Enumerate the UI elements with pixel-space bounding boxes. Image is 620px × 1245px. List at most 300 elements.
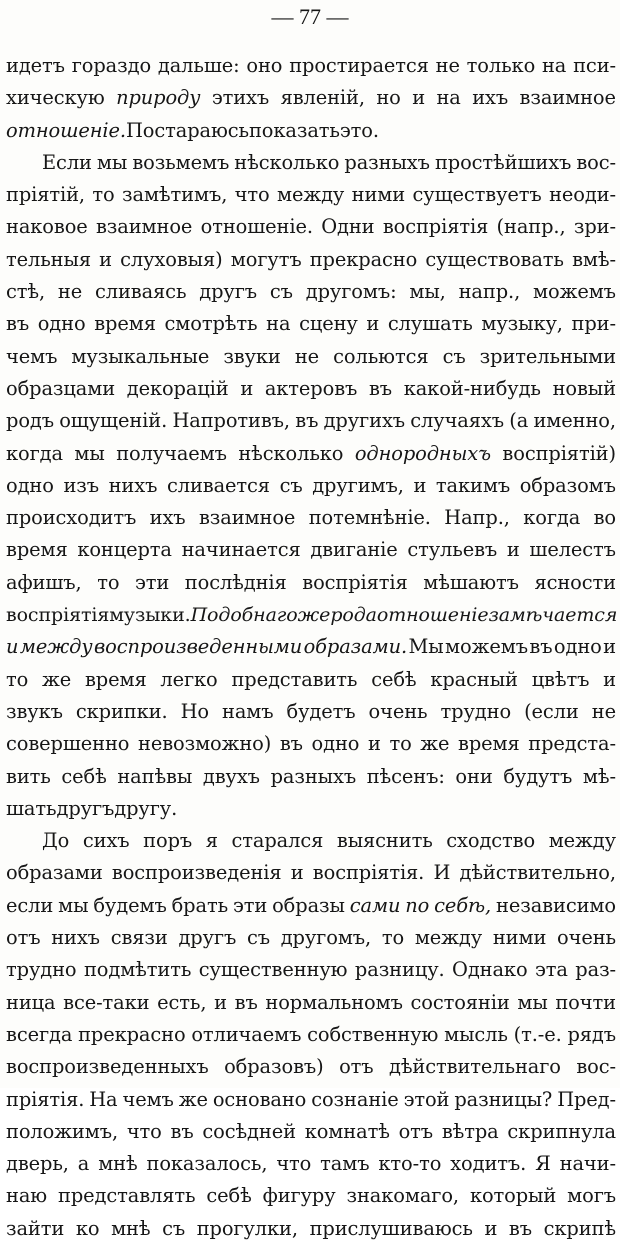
word: и <box>367 732 381 756</box>
word: могутъ <box>230 247 302 271</box>
word: время <box>458 732 520 756</box>
text-line <box>6 1084 616 1116</box>
text-line <box>6 502 616 534</box>
word: актеровъ <box>264 376 358 400</box>
text-line <box>6 954 616 986</box>
text-line <box>6 793 616 825</box>
word: потемнѣніе. <box>308 506 431 530</box>
word: взаимное <box>198 506 296 530</box>
word: Одни <box>321 215 375 239</box>
word: не <box>294 344 320 368</box>
text-line <box>6 631 616 663</box>
word: и <box>290 861 304 885</box>
word: нихъ <box>51 926 100 950</box>
word: съ <box>246 926 270 950</box>
word: зри- <box>573 215 616 239</box>
text-line <box>6 761 616 793</box>
word: На <box>89 1087 118 1111</box>
word: шелестъ <box>529 538 616 562</box>
word: Но <box>180 699 209 723</box>
word: начинается <box>181 538 301 562</box>
word: можемъ <box>445 635 528 659</box>
word: ница <box>6 990 56 1014</box>
word: двухъ <box>202 764 260 788</box>
word: отношеніе. <box>6 118 126 142</box>
word: этихъ <box>211 86 270 110</box>
word: все-таки <box>63 990 150 1014</box>
word: сихъ <box>82 829 130 853</box>
word: по <box>405 893 430 917</box>
word: наю <box>6 1184 48 1208</box>
word: и <box>506 538 520 562</box>
word: хическую <box>6 86 105 110</box>
text-line <box>6 664 616 696</box>
text-line <box>6 1116 616 1148</box>
word: вить <box>6 764 51 788</box>
word: образцами <box>6 376 116 400</box>
word: и <box>603 667 616 691</box>
word: напѣвы <box>117 764 193 788</box>
word: то <box>389 732 412 756</box>
text-line <box>6 728 616 760</box>
word: воспріятія <box>302 570 408 594</box>
word: ясности <box>534 570 616 594</box>
word: скрипѣ <box>543 1216 616 1240</box>
word: нѣсколько <box>238 441 344 465</box>
word: то <box>97 570 120 594</box>
word: смотрѣть <box>164 312 258 336</box>
text-line <box>6 276 616 308</box>
word: оно <box>246 54 283 77</box>
word: Мы <box>408 635 444 659</box>
word: фигуру <box>262 1184 336 1208</box>
word: что <box>276 1152 312 1176</box>
word: въ <box>529 635 553 659</box>
text-line <box>6 470 616 502</box>
text-line <box>6 1019 616 1051</box>
word: цвѣтъ <box>531 667 590 691</box>
word: одно <box>311 732 360 756</box>
word: и <box>214 990 227 1014</box>
word: мысль <box>444 1022 508 1046</box>
text-line <box>6 147 616 179</box>
word: въ <box>508 1216 532 1240</box>
word: ощущеній. <box>59 409 168 433</box>
word: а <box>77 1152 90 1176</box>
word: только <box>466 54 536 77</box>
text-line <box>6 244 616 276</box>
word: существуетъ <box>412 183 542 207</box>
word: тамъ <box>320 1152 370 1176</box>
word: мѣшаютъ <box>423 570 519 594</box>
word: (а <box>509 409 529 433</box>
word: сходство <box>446 829 536 853</box>
word: вос- <box>576 150 616 174</box>
word: себѣ <box>206 1184 252 1208</box>
text-line <box>6 82 616 114</box>
word: пріятій, <box>6 183 85 207</box>
word: же <box>178 1087 208 1111</box>
word: другъ <box>199 280 258 304</box>
word: то <box>381 926 405 950</box>
word: прогулки, <box>196 1216 298 1240</box>
word: же <box>420 732 450 756</box>
text-line <box>6 857 616 889</box>
word: зрительными <box>479 344 616 368</box>
text-line <box>6 373 616 405</box>
word: состояніи <box>410 990 510 1014</box>
word: пси- <box>573 54 616 77</box>
word: и <box>413 473 427 497</box>
page-text <box>6 50 616 1245</box>
word: послѣднія <box>184 570 287 594</box>
word: при- <box>571 312 616 336</box>
text-line <box>6 1213 616 1245</box>
word: слушать <box>387 312 473 336</box>
word: на <box>541 54 567 77</box>
text-line <box>6 922 616 954</box>
word: очень <box>557 926 616 950</box>
word: Если <box>42 150 92 174</box>
word: который <box>469 1184 557 1208</box>
word: трудно <box>6 958 77 982</box>
word: ко <box>75 1216 100 1240</box>
word: До <box>42 829 70 853</box>
word: въ <box>295 409 319 433</box>
word: поръ <box>143 829 193 853</box>
text-line <box>6 1180 616 1212</box>
word: неоди- <box>549 183 616 207</box>
word: вмѣ- <box>572 247 616 271</box>
word: двиганіе <box>310 538 398 562</box>
word: сами <box>349 893 401 917</box>
text-line <box>6 1051 616 1083</box>
word: показалось, <box>146 1152 268 1176</box>
word: дальше: <box>157 54 240 77</box>
word: воспроизведенныхъ <box>6 1055 209 1079</box>
word: шать <box>6 796 57 820</box>
word: И <box>433 861 451 885</box>
word: гораздо <box>71 54 152 77</box>
word: наковое <box>6 215 88 239</box>
word: представлять <box>58 1184 196 1208</box>
word: одно <box>6 473 54 497</box>
word: отношеніе <box>376 604 489 627</box>
word: замѣтимъ, <box>122 183 228 207</box>
word: образами <box>6 861 103 885</box>
word: время <box>94 312 156 336</box>
word: изъ <box>63 473 99 497</box>
word: не <box>57 280 83 304</box>
word: одно <box>553 635 602 659</box>
word: брать <box>171 893 229 917</box>
word: они <box>455 764 493 788</box>
text-line <box>6 890 616 922</box>
word: воспроизведенными <box>93 635 303 659</box>
word: существенную <box>198 958 348 982</box>
word: разницу. <box>354 958 445 982</box>
word: другомъ, <box>280 926 372 950</box>
word: музыку, <box>481 312 563 336</box>
word: отъ <box>6 926 41 950</box>
word: трудно <box>440 699 512 723</box>
word: воспріятія <box>6 604 110 627</box>
word: образовъ) <box>224 1055 324 1079</box>
word: знакомаго, <box>346 1184 459 1208</box>
word: явленій, <box>280 86 365 110</box>
word: дѣйствительнаго <box>388 1055 561 1079</box>
word: тельныя <box>6 247 91 271</box>
text-line <box>6 599 616 631</box>
word: будемъ <box>93 893 167 917</box>
word: прекрасно <box>309 247 418 271</box>
word: другимъ, <box>312 473 404 497</box>
word: въ <box>368 376 393 400</box>
word: собственную <box>307 1022 439 1046</box>
word: мы <box>96 150 128 174</box>
text-line <box>6 308 616 340</box>
word: звукъ <box>6 699 63 723</box>
word: ихъ <box>149 506 186 530</box>
word: когда <box>523 506 581 530</box>
text-line <box>6 341 616 373</box>
word: случаяхъ <box>410 409 504 433</box>
word: (если <box>524 699 579 723</box>
word: мы <box>74 441 105 465</box>
word: возьмемъ <box>132 150 230 174</box>
word: Напр., <box>444 506 510 530</box>
word: воспріятія <box>382 215 489 239</box>
text-line <box>6 50 616 82</box>
word: рядъ <box>567 1022 616 1046</box>
word: сливаясь <box>94 280 187 304</box>
word: есть, <box>157 990 207 1014</box>
word: прекрасно <box>78 1022 186 1046</box>
word: положимъ, <box>6 1119 119 1143</box>
word: слуховыя) <box>120 247 223 271</box>
text-line <box>6 534 616 566</box>
word: нѣсколько <box>234 150 340 174</box>
word: старался <box>231 829 324 853</box>
word: показать <box>248 118 340 142</box>
word: Однако <box>452 958 528 982</box>
word: съ <box>279 473 303 497</box>
word: Подобнаго <box>190 604 298 627</box>
word: будетъ <box>286 699 356 723</box>
word: сливается <box>166 473 270 497</box>
word: отъ <box>398 1119 434 1143</box>
word: и <box>99 247 112 271</box>
word: представить <box>231 667 358 691</box>
text-line <box>6 179 616 211</box>
word: природу <box>116 86 201 110</box>
text-line <box>6 405 616 437</box>
word: невозможно) <box>138 732 272 756</box>
word: и <box>484 1216 498 1240</box>
word: себѣ, <box>434 893 492 917</box>
word: (напр., <box>496 215 566 239</box>
word: пріятія. <box>6 1087 85 1111</box>
word: стульевъ <box>407 538 498 562</box>
word: между <box>548 829 616 853</box>
word: образомъ <box>519 473 616 497</box>
word: другъ <box>178 926 237 950</box>
word: вос- <box>576 1055 616 1079</box>
word: красный <box>430 667 518 691</box>
word: пѣсенъ: <box>366 764 445 788</box>
word: Постараюсь <box>125 118 249 142</box>
word: скрипки. <box>75 699 168 723</box>
word: и <box>603 635 616 659</box>
word: чемъ <box>6 344 58 368</box>
word: съ <box>162 1216 186 1240</box>
word: рода <box>330 604 377 627</box>
word: время <box>6 538 68 562</box>
word: звуки <box>223 344 281 368</box>
word: но <box>376 86 401 110</box>
word: и <box>240 376 254 400</box>
word: мѣ- <box>582 764 616 788</box>
word: именно, <box>533 409 616 433</box>
word: въ <box>6 312 30 336</box>
word: же <box>42 667 72 691</box>
word: между <box>414 926 483 950</box>
word: между <box>19 635 93 659</box>
word: на <box>436 86 461 110</box>
word: музыки. <box>109 604 191 627</box>
word: основано <box>212 1087 307 1111</box>
word: напр., <box>458 280 521 304</box>
word: если <box>6 893 54 917</box>
word: всегда <box>6 1022 73 1046</box>
word: дѣйствительно, <box>459 861 616 885</box>
word: Я <box>535 1152 551 1176</box>
word: мы <box>517 990 548 1014</box>
word: музыкальные <box>71 344 210 368</box>
word: съ <box>442 344 466 368</box>
text-line <box>6 211 616 243</box>
word: на <box>266 312 291 336</box>
word: декорацій <box>126 376 229 400</box>
word: концерта <box>77 538 172 562</box>
word: другъ <box>56 796 115 820</box>
word: то <box>6 667 29 691</box>
text-line <box>6 567 616 599</box>
word: эти <box>134 570 170 594</box>
text-line <box>6 115 616 147</box>
word: начи- <box>559 1152 616 1176</box>
word: такимъ <box>435 473 511 497</box>
text-line <box>6 1148 616 1180</box>
word: и <box>366 312 380 336</box>
word: дверь, <box>6 1152 69 1176</box>
word: образы <box>272 893 345 917</box>
text-line <box>6 696 616 728</box>
word: ними <box>492 926 547 950</box>
word: я <box>205 829 218 853</box>
word: не <box>435 54 460 77</box>
word: другомъ: <box>305 280 397 304</box>
word: нормальномъ <box>265 990 403 1014</box>
text-line <box>6 825 616 857</box>
word: получаемъ <box>116 441 227 465</box>
word: сцену <box>299 312 358 336</box>
word: могъ <box>567 1184 616 1208</box>
word: сольются <box>333 344 429 368</box>
word: эти <box>232 893 268 917</box>
word: вѣтра <box>441 1119 499 1143</box>
word: новый <box>552 376 616 400</box>
word: въ <box>279 732 303 756</box>
word: отличаемъ <box>191 1022 302 1046</box>
word: можемъ <box>533 280 616 304</box>
word: и <box>412 86 426 110</box>
word: существовать <box>425 247 564 271</box>
word: то <box>92 183 115 207</box>
word: воспріятія. <box>312 861 425 885</box>
word: будутъ <box>503 764 573 788</box>
word: съ <box>269 280 293 304</box>
word: и <box>6 635 19 659</box>
word: замѣчается <box>488 604 618 627</box>
word: себѣ <box>371 667 417 691</box>
text-line <box>6 438 616 470</box>
word: воспроизведенія <box>111 861 282 885</box>
word: разныхъ <box>270 764 357 788</box>
word: мнѣ <box>98 1152 138 1176</box>
word: ними <box>351 183 406 207</box>
word: эта <box>534 958 568 982</box>
word: когда <box>6 441 63 465</box>
word: время <box>84 667 147 691</box>
word: образами. <box>303 635 408 659</box>
page-number: — 77 — <box>271 4 349 29</box>
word: легко <box>160 667 218 691</box>
word: не <box>591 699 616 723</box>
word: намъ <box>222 699 274 723</box>
word: кто-то <box>378 1152 442 1176</box>
word: (т.-е. <box>513 1022 562 1046</box>
word: простирается <box>289 54 429 77</box>
word: зайти <box>6 1216 65 1240</box>
word: другу. <box>114 796 178 820</box>
word: отъ <box>339 1055 374 1079</box>
word: это. <box>339 118 379 142</box>
word: раз- <box>575 958 616 982</box>
word: простѣйшихъ <box>434 150 572 174</box>
word: родъ <box>6 409 54 433</box>
word: разныхъ <box>344 150 430 174</box>
word: же <box>297 604 331 627</box>
word: мы, <box>409 280 446 304</box>
word: въ <box>170 1119 194 1143</box>
word: мы <box>58 893 89 917</box>
word: что <box>234 183 270 207</box>
word: этой <box>403 1087 450 1111</box>
word: въ <box>234 990 258 1014</box>
word: разницы? <box>454 1087 553 1111</box>
word: комнатѣ <box>304 1119 390 1143</box>
word: очень <box>368 699 428 723</box>
word: выяснить <box>336 829 433 853</box>
word: сознаніе <box>311 1087 399 1111</box>
word: одно <box>37 312 86 336</box>
word: совершенно <box>6 732 130 756</box>
word: Напротивъ, <box>172 409 290 433</box>
word: независимо <box>496 893 616 917</box>
word: воспріятій) <box>502 441 616 465</box>
word: во <box>593 506 616 530</box>
